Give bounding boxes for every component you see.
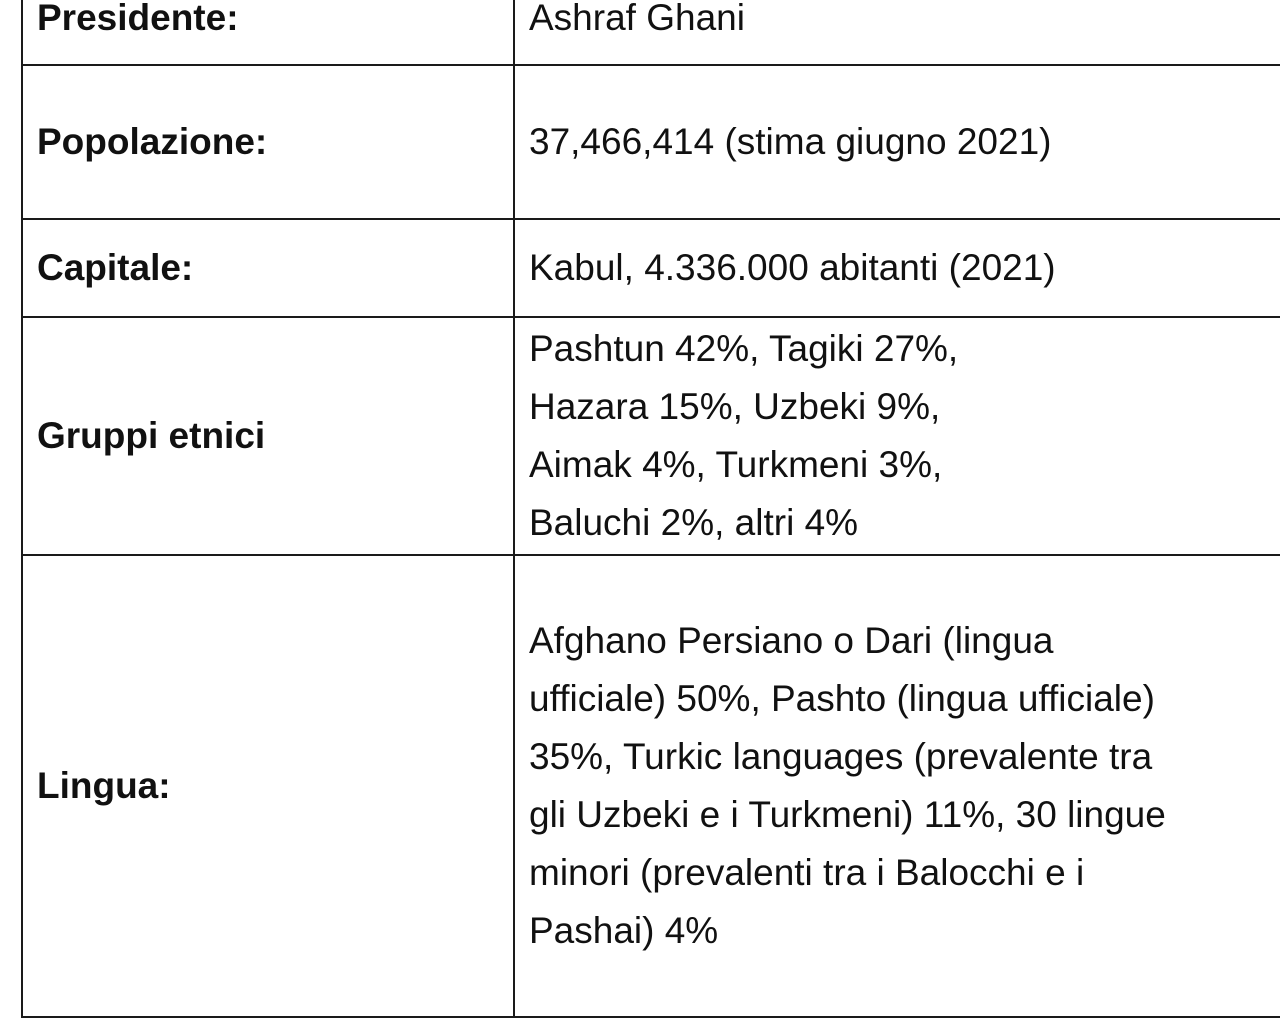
value-line: Hazara 15%, Uzbeki 9%, bbox=[529, 386, 941, 427]
table-row-presidente bbox=[22, 0, 1280, 65]
row-value bbox=[514, 317, 1280, 555]
row-value bbox=[514, 555, 1280, 1017]
table-row-popolazione bbox=[22, 65, 1280, 219]
value-line: ufficiale) 50%, Pashto (lingua ufficiale) bbox=[529, 678, 1155, 719]
row-label: Presidente: bbox=[22, 0, 514, 65]
row-label: Capitale: bbox=[22, 219, 514, 317]
country-facts-table bbox=[21, 0, 1280, 1018]
row-value: 37,466,414 (stima giugno 2021) bbox=[514, 65, 1280, 219]
value-line: Afghano Persiano o Dari (lingua bbox=[529, 620, 1054, 661]
row-label: Popolazione: bbox=[22, 65, 514, 219]
value-line: minori (prevalenti tra i Balocchi e i bbox=[529, 852, 1085, 893]
value-line: 35%, Turkic languages (prevalente tra bbox=[529, 736, 1153, 777]
row-label: Gruppi etnici bbox=[22, 317, 514, 555]
value-line: Pashtun 42%, Tagiki 27%, bbox=[529, 328, 959, 369]
table-row-capitale bbox=[22, 219, 1280, 317]
row-value: Ashraf Ghani bbox=[514, 0, 1280, 65]
value-line: Pashai) 4% bbox=[529, 910, 719, 951]
value-line: Aimak 4%, Turkmeni 3%, bbox=[529, 444, 943, 485]
row-label: Lingua: bbox=[22, 555, 514, 1017]
country-facts-sheet bbox=[21, 0, 1262, 1018]
table-row-gruppi-etnici bbox=[22, 317, 1280, 555]
value-line: Baluchi 2%, altri 4% bbox=[529, 502, 859, 543]
table-row-lingua bbox=[22, 555, 1280, 1017]
value-line: gli Uzbeki e i Turkmeni) 11%, 30 lingue bbox=[529, 794, 1166, 835]
row-value: Kabul, 4.336.000 abitanti (2021) bbox=[514, 219, 1280, 317]
